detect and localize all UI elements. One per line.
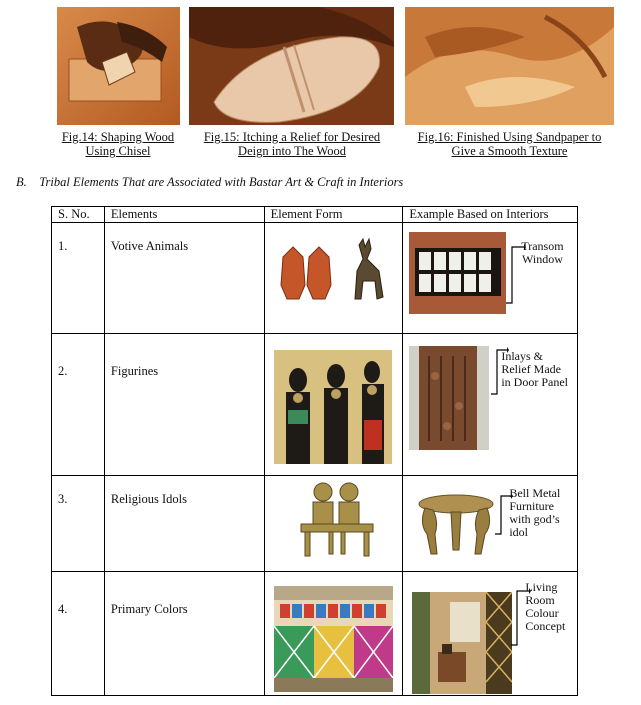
element-form-cell bbox=[264, 572, 403, 696]
transom-window-image bbox=[409, 232, 506, 314]
table-row bbox=[52, 334, 578, 476]
figurines-image bbox=[274, 350, 392, 464]
elements-table bbox=[51, 206, 578, 696]
header-elements: Elements bbox=[104, 207, 264, 223]
header-element-form: Element Form bbox=[264, 207, 403, 223]
row-sno: 3. bbox=[52, 476, 105, 572]
section-heading bbox=[16, 175, 403, 190]
header-sno: S. No. bbox=[52, 207, 105, 223]
primary-colors-wall-image bbox=[274, 586, 393, 692]
living-room-image bbox=[412, 592, 512, 694]
votive-animals-image bbox=[279, 237, 394, 317]
header-example: Example Based on Interiors bbox=[403, 207, 578, 223]
element-form-cell bbox=[264, 223, 403, 334]
door-panel-image bbox=[409, 346, 489, 450]
row-element: Figurines bbox=[104, 334, 264, 476]
row-element: Votive Animals bbox=[104, 223, 264, 334]
example-cell bbox=[403, 572, 578, 696]
row-sno: 4. bbox=[52, 572, 105, 696]
row-element: Primary Colors bbox=[104, 572, 264, 696]
fig16-caption: Fig.16: Finished Using Sandpaper to Give a Smooth Texture bbox=[417, 130, 602, 158]
table-row bbox=[52, 223, 578, 334]
fig16-image bbox=[405, 7, 614, 125]
fig14-image bbox=[57, 7, 180, 125]
element-form-cell bbox=[264, 476, 403, 572]
table-row bbox=[52, 572, 578, 696]
annotation-text: Inlays & Relief Made in Door Panel bbox=[501, 349, 568, 389]
example-cell bbox=[403, 476, 578, 572]
annotation-text: Transom Window bbox=[521, 239, 564, 266]
section-title: Tribal Elements That are Associated with Bastar Art & Craft in Interiors bbox=[39, 175, 404, 189]
row-sno: 2. bbox=[52, 334, 105, 476]
fig15-image bbox=[189, 7, 394, 125]
row-element: Religious Idols bbox=[104, 476, 264, 572]
annotation-text: Living Room Colour Concept bbox=[525, 580, 566, 633]
row-sno: 1. bbox=[52, 223, 105, 334]
example-cell bbox=[403, 334, 578, 476]
bell-metal-furniture-image bbox=[417, 494, 495, 556]
table-row bbox=[52, 476, 578, 572]
annotation-text: Bell Metal Furniture with god’s idol bbox=[509, 486, 561, 539]
fig14-caption: Fig.14: Shaping Wood Using Chisel bbox=[61, 130, 175, 158]
table-header-row bbox=[52, 207, 578, 223]
fig15-caption: Fig.15: Itching a Relief for Desired Deign into The Wood bbox=[203, 130, 381, 158]
element-form-cell bbox=[264, 334, 403, 476]
example-cell bbox=[403, 223, 578, 334]
religious-idols-image bbox=[293, 480, 381, 558]
section-letter: B. bbox=[16, 175, 27, 189]
